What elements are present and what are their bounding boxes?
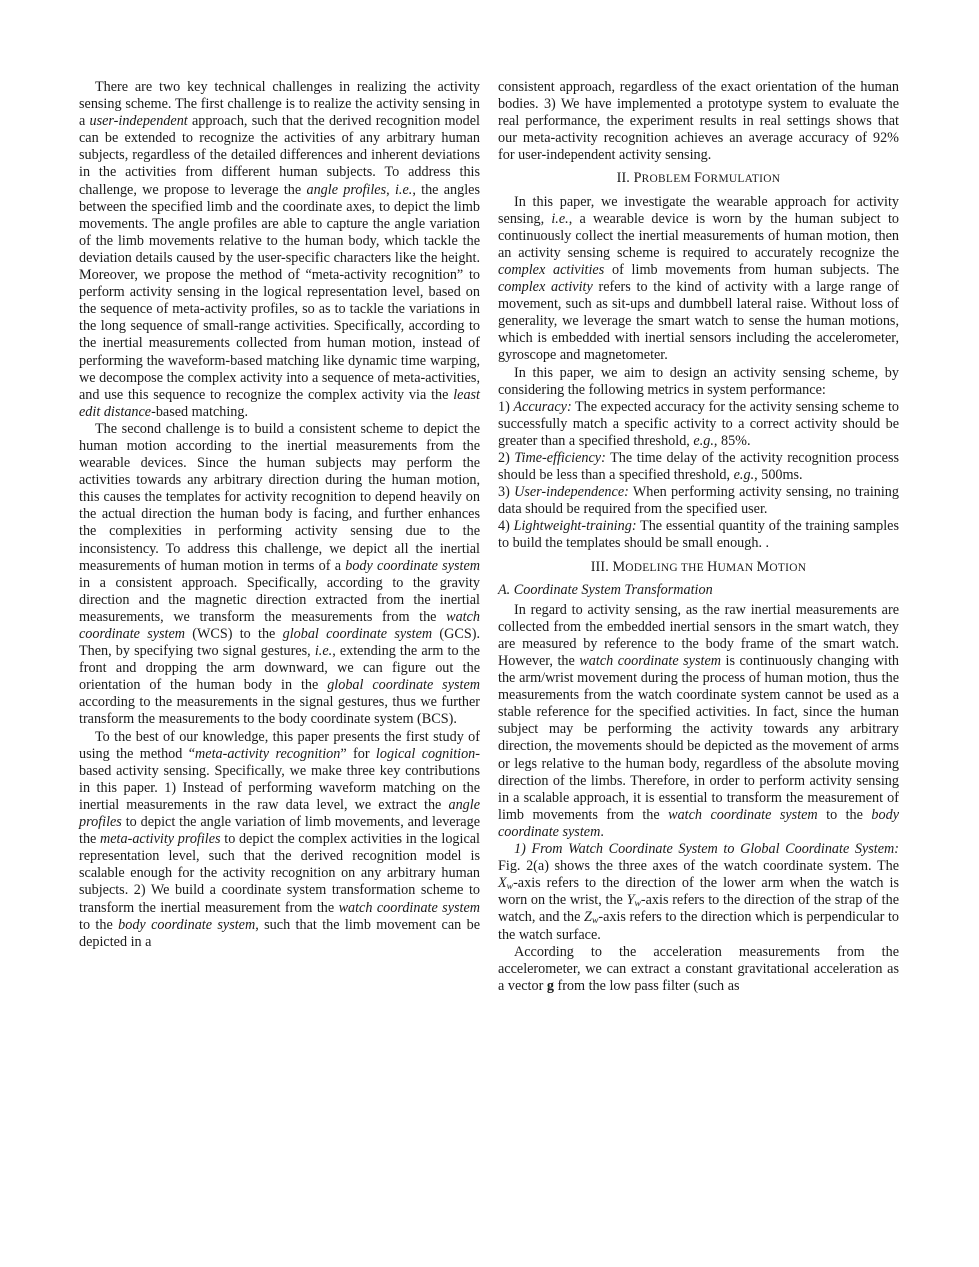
section-heading-modeling-human-motion: III. MODELING THE HUMAN MOTION <box>590 558 807 575</box>
paragraph-contributions: To the best of our knowledge, this paper presents the first study of using the method “meta-activity recognition” for logical cognition-based activity sensing. Specifically, we make three key contributions in this paper. 1) Instead of performing waveform matching on the inertial measurements in the raw data level, we extract the angle profiles to depict the angle variation of limb movements, and leverage the meta-activity profiles to depict the complex activities in the logical representation level, such that the derived recognition model is scalable enough for the activity recognition on any arbitrary human subjects. 2) We build a coordinate system transformation scheme to transform the inertial measurement from the watch coordinate system to the body coordinate system, such that the limb movement can be depicted in a <box>79 728 481 950</box>
left-column <box>79 79 480 951</box>
paragraph-watch-axes: 1) From Watch Coordinate System to Global Coordinate System: Fig. 2(a) shows the three axes of the watch coordinate system. The $X_w$-axis refers to the direction of the lower arm when the watch is worn on the wrist, the $Y_w$-axis refers to the direction of the strap of the watch, and the $Z_w$-axis refers to the direction which is perpendicular to the watch surface. <box>498 841 900 943</box>
metric-accuracy: 1) Accuracy: The expected accuracy for the activity sensing scheme to successfully match a specific activity to a correct activity should be greater than a specified threshold, e.g., 85%. <box>498 398 899 449</box>
paragraph-gravity-vector: According to the acceleration measurements from the accelerometer, we can extract a constant gravitational acceleration as a vector g from the low pass filter (such as <box>498 943 899 994</box>
paragraph-problem-statement: In this paper, we investigate the wearable approach for activity sensing, i.e., a wearable device is worn by the human subject to continuously collect the inertial measurements of human motion, then an activity sensing scheme is required to accurately recognize the complex activities of limb movements from human subjects. The complex activity refers to the kind of activity with a large range of movement, such as sit-ups and dumbbell lateral raise. Without loss of generality, we leverage the smart watch to sense the human motions, which is embedded with inertial sensors including the accelerometer, gyroscope and magnetometer. <box>498 193 899 364</box>
metric-time-efficiency: 2) Time-efficiency: The time delay of the activity recognition process should be less than a specified threshold, e.g., 500ms. <box>498 449 899 484</box>
paragraph-contributions-continued: consistent approach, regardless of the exact orientation of the human bodies. 3) We have implemented a prototype system to evaluate the real performance, the experiment results in real settings shows that our meta-activity recognition achieves an average accuracy of 92% for user-independent activity sensing. <box>498 79 899 164</box>
paragraph-design-goals: In this paper, we aim to design an activity sensing scheme, by considering the following metrics in system performance: <box>498 364 899 398</box>
metric-user-independence: 3) User-independence: When performing activity sensing, no training data should be required from the specified user. <box>498 484 899 518</box>
paragraph-challenges-intro: There are two key technical challenges in realizing the activity sensing scheme. The first challenge is to realize the activity sensing in a user-independent approach, such that the derived recognition model can be extended to recognize the activities of any arbitrary human subjects, regardless of the detailed differences and inherent deviations in the activities from different human subjects. To address this challenge, we propose to leverage the angle profiles, i.e., the angles between the specified limb and the coordinate axes, to depict the limb movements. The angle profiles are able to capture the angle variation of the limb movements relative to the human body, which tackle the deviation details caused by the user-specific characters like the height. Moreover, we propose the method of “meta-activity recognition” to perform activity sensing in the logical representation level, based on the sequence of meta-activity profiles, so as to tackle the variations in the long sequence of small-range activities. Specifically, according to the inertial measurements collected from human motion, instead of performing the waveform-based matching like dynamic time warping, we decompose the complex activity into a sequence of meta-activities, and use this sequence to recognize the complex activity via the least edit distance-based matching. <box>79 79 481 420</box>
metric-lightweight-training: 4) Lightweight-training: The essential quantity of the training samples to build the templates should be small enough. . <box>498 518 899 552</box>
section-heading-problem-formulation: II. PROBLEM FORMULATION <box>616 170 781 187</box>
paragraph-second-challenge: The second challenge is to build a consistent scheme to depict the human motion according to the inertial measurements from the wearable devices. Since the human subjects may perform the activities towards any arbitrary direction during the human motion, this causes the templates for activity recognition to depend heavily on the actual direction the human body is facing, and further enhances the complexities in performing activity sensing due to the inconsistency. To address this challenge, we depict all the inertial measurements of human motion in terms of a body coordinate system in a consistent approach. Specifically, according to the gravity direction and the magnetic direction extracted from the inertial measurements, we transform the measurements from the watch coordinate system (WCS) to the global coordinate system (GCS). Then, by specifying two signal gestures, i.e., extending the arm to the front and dropping the arm downward, we can figure out the orientation of the human body in the global coordinate system according to the measurements in the signal gestures, thus we further transform the measurements to the body coordinate system (BCS). <box>79 420 481 728</box>
paragraph-coordinate-motivation: In regard to activity sensing, as the raw inertial measurements are collected from the embedded inertial sensors in the smart watch, they are measured by reference to the body frame of the smart watch. However, the watch coordinate system is continuously changing with the arm/wrist movement during the process of human motion, thus the measurements from the watch coordinate system cannot be used as a stable reference for the specified activities. In fact, since the human subject may be performing the activity towards any arbitrary direction, the movements should be depicted as the movement of arms or legs relative to the human body, regardless of the absolute moving direction of the limbs. Therefore, in order to perform activity sensing in a scalable approach, it is essential to transform the measurement of limb movements from the watch coordinate system to the body coordinate system. <box>498 601 900 840</box>
subsection-heading-coordinate-transformation: A. Coordinate System Transformation <box>498 581 713 598</box>
right-column <box>498 79 899 995</box>
